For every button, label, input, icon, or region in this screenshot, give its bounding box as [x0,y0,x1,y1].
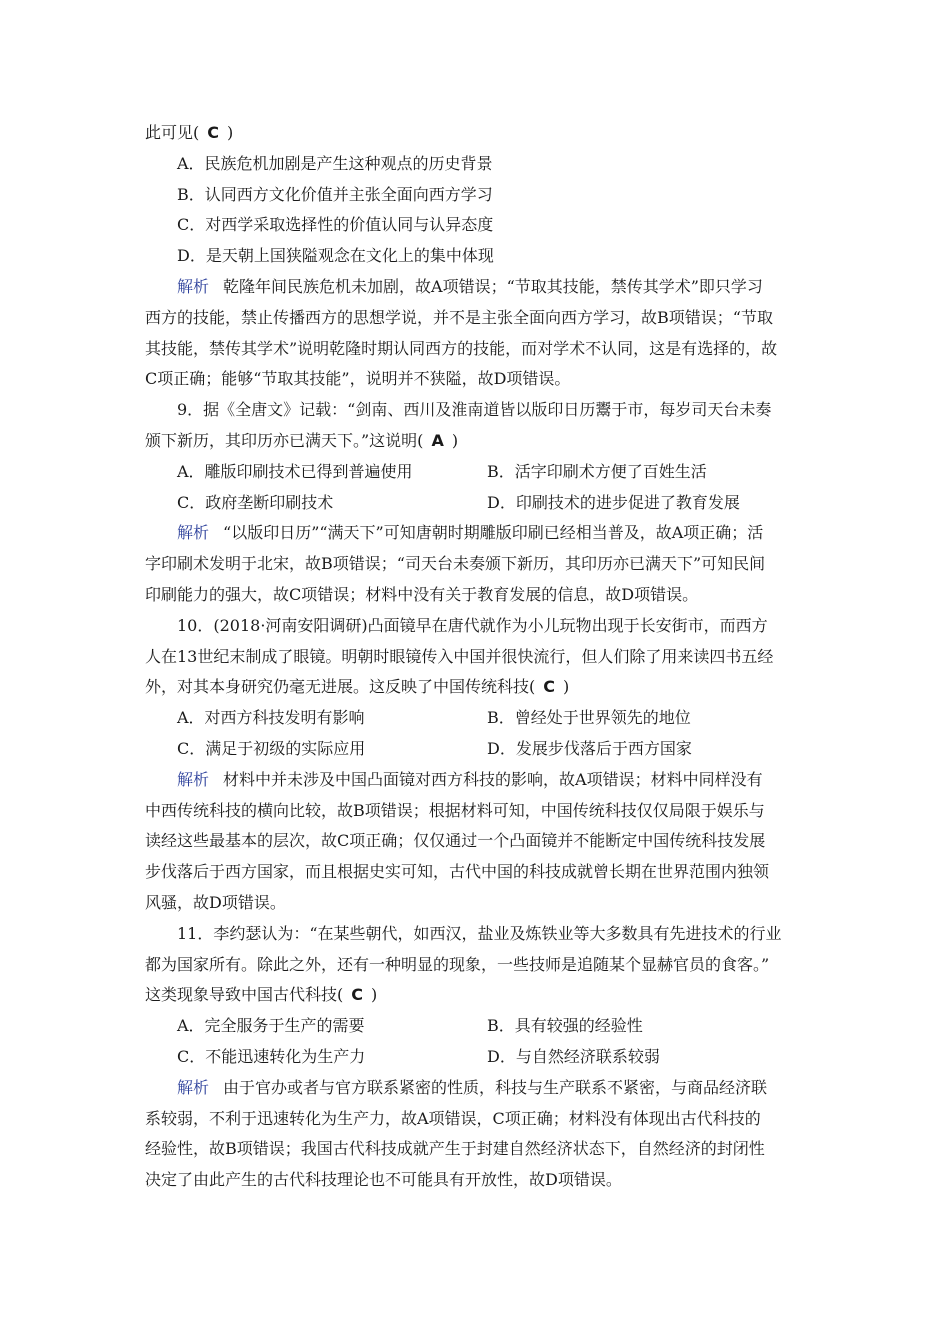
q11-options-row [145,1011,805,1042]
q9-answer: A [431,430,444,450]
q9-option-b: B．活字印刷术方便了百姓生活 [487,461,707,481]
q8-stem-tail [145,118,805,149]
q9-analysis-line: 字印刷术发明于北宋，故B项错误；“司天台未奏颁下新历，其印历亦已满天下”可知民间 [145,554,766,574]
q10-stem-line [145,672,805,703]
q11-option-c: C．不能迅速转化为生产力 [177,1046,366,1066]
q11-options-row [145,1042,805,1073]
q10-option-b: B．曾经处于世界领先的地位 [487,708,691,728]
q8-option-b: B．认同西方文化价值并主张全面向西方学习 [177,184,493,204]
q11-analysis-line [145,1073,805,1104]
analysis-text: 乾隆年间民族危机未加剧，故A项错误；“节取其技能，禁传其学术”即只学习 [223,276,763,296]
q8-option-d: D．是天朝上国狭隘观念在文化上的集中体现 [177,246,494,266]
q8-stem-text: 此可见( [145,123,200,142]
q10-analysis-line: 风骚，故D项错误。 [145,892,286,912]
analysis-text: 由于官办或者与官方联系紧密的性质，科技与生产联系不紧密，与商品经济联 [223,1077,768,1097]
q11-analysis-line: 经验性，故B项错误；我国古代科技成就产生于封建自然经济状态下，自然经济的封闭性 [145,1139,765,1159]
q11-answer: C [351,985,363,1005]
document-page [145,118,805,1196]
q8-option-c: C．对西学采取选择性的价值认同与认异态度 [177,215,494,235]
q11-analysis-line: 决定了由此产生的古代科技理论也不可能具有开放性，故D项错误。 [145,1170,622,1190]
q10-stem-close: ) [563,677,570,697]
q10-analysis-line: 步伐落后于西方国家，而且根据史实可知，古代中国的科技成就曾长期在世界范围内独领 [145,862,770,882]
analysis-label: 解析 [177,769,210,789]
q11-option-b: B．具有较强的经验性 [487,1016,643,1036]
q8-answer: C [207,123,219,142]
q10-stem-line: 10．(2018·河南安阳调研)凸面镜早在唐代就作为小儿玩物出现于长安街市，而西方 [177,615,768,635]
analysis-label: 解析 [177,276,210,296]
q10-answer: C [543,677,555,697]
analysis-text: 材料中并未涉及中国凸面镜对西方科技的影响，故A项错误；材料中同样没有 [223,769,763,789]
q9-options-row [145,488,805,519]
q9-option-a: A．雕版印刷技术已得到普遍使用 [177,461,413,481]
analysis-text: “以版印日历”“满天下”可知唐朝时期雕版印刷已经相当普及，故A项正确；活 [223,523,764,543]
q10-analysis-line [145,765,805,796]
q8-stem-close: ) [227,123,234,142]
q9-option-c: C．政府垄断印刷技术 [177,492,334,512]
q10-stem-text: 外，对其本身研究仍毫无进展。这反映了中国传统科技( [145,677,536,697]
q8-analysis-line [145,272,805,303]
q8-analysis-line: 西方的技能，禁止传播西方的思想学说，并不是主张全面向西方学习，故B项错误；“节取 [145,307,773,327]
q10-stem-line: 人在13世纪末制成了眼镜。明朝时眼镜传入中国并很快流行，但人们除了用来读四书五经 [145,646,774,666]
q11-analysis-line: 系较弱，不利于迅速转化为生产力，故A项错误，C项正确；材料没有体现出古代科技的 [145,1108,761,1128]
q11-stem-line: 都为国家所有。除此之外，还有一种明显的现象，一些技师是追随某个显赫官员的食客。” [145,954,770,974]
q10-analysis-line: 中西传统科技的横向比较，故B项错误；根据材料可知，中国传统科技仅仅局限于娱乐与 [145,800,765,820]
q10-options-row [145,703,805,734]
q9-option-d: D．印刷技术的进步促进了教育发展 [487,492,740,512]
q10-options-row [145,734,805,765]
q8-analysis-line: C项正确；能够“节取其技能”，说明并不狭隘，故D项错误。 [145,369,571,389]
q9-stem-close: ) [451,430,459,450]
q8-analysis-line: 其技能，禁传其学术”说明乾隆时期认同西方的技能，而对学术不认同，这是有选择的，故 [145,338,778,358]
q9-stem-line: 9．据《全唐文》记载：“剑南、西川及淮南道皆以版印日历鬻于市，每岁司天台未奏 [177,400,772,420]
q9-stem-line [145,426,805,457]
q10-option-d: D．发展步伐落后于西方国家 [487,738,692,758]
q11-stem-line: 11．李约瑟认为：“在某些朝代，如西汉，盐业及炼铁业等大多数具有先进技术的行业 [177,923,782,943]
q11-option-d: D．与自然经济联系较弱 [487,1046,660,1066]
q11-stem-text: 这类现象导致中国古代科技( [145,985,344,1005]
q11-stem-close: ) [371,985,378,1005]
analysis-label: 解析 [177,523,210,543]
analysis-label: 解析 [177,1077,210,1097]
q9-options-row [145,457,805,488]
q9-stem-text: 颁下新历，其印历亦已满天下。”这说明( [145,430,424,450]
q10-option-c: C．满足于初级的实际应用 [177,738,366,758]
q11-option-a: A．完全服务于生产的需要 [177,1016,365,1036]
q8-option-a: A．民族危机加剧是产生这种观点的历史背景 [177,153,493,173]
q11-stem-line [145,980,805,1011]
q10-analysis-line: 读经这些最基本的层次，故C项正确；仅仅通过一个凸面镜并不能断定中国传统科技发展 [145,831,766,851]
q9-analysis-line [145,518,805,549]
q9-analysis-line: 印刷能力的强大，故C项错误；材料中没有关于教育发展的信息，故D项错误。 [145,584,699,604]
q10-option-a: A．对西方科技发明有影响 [177,708,365,728]
